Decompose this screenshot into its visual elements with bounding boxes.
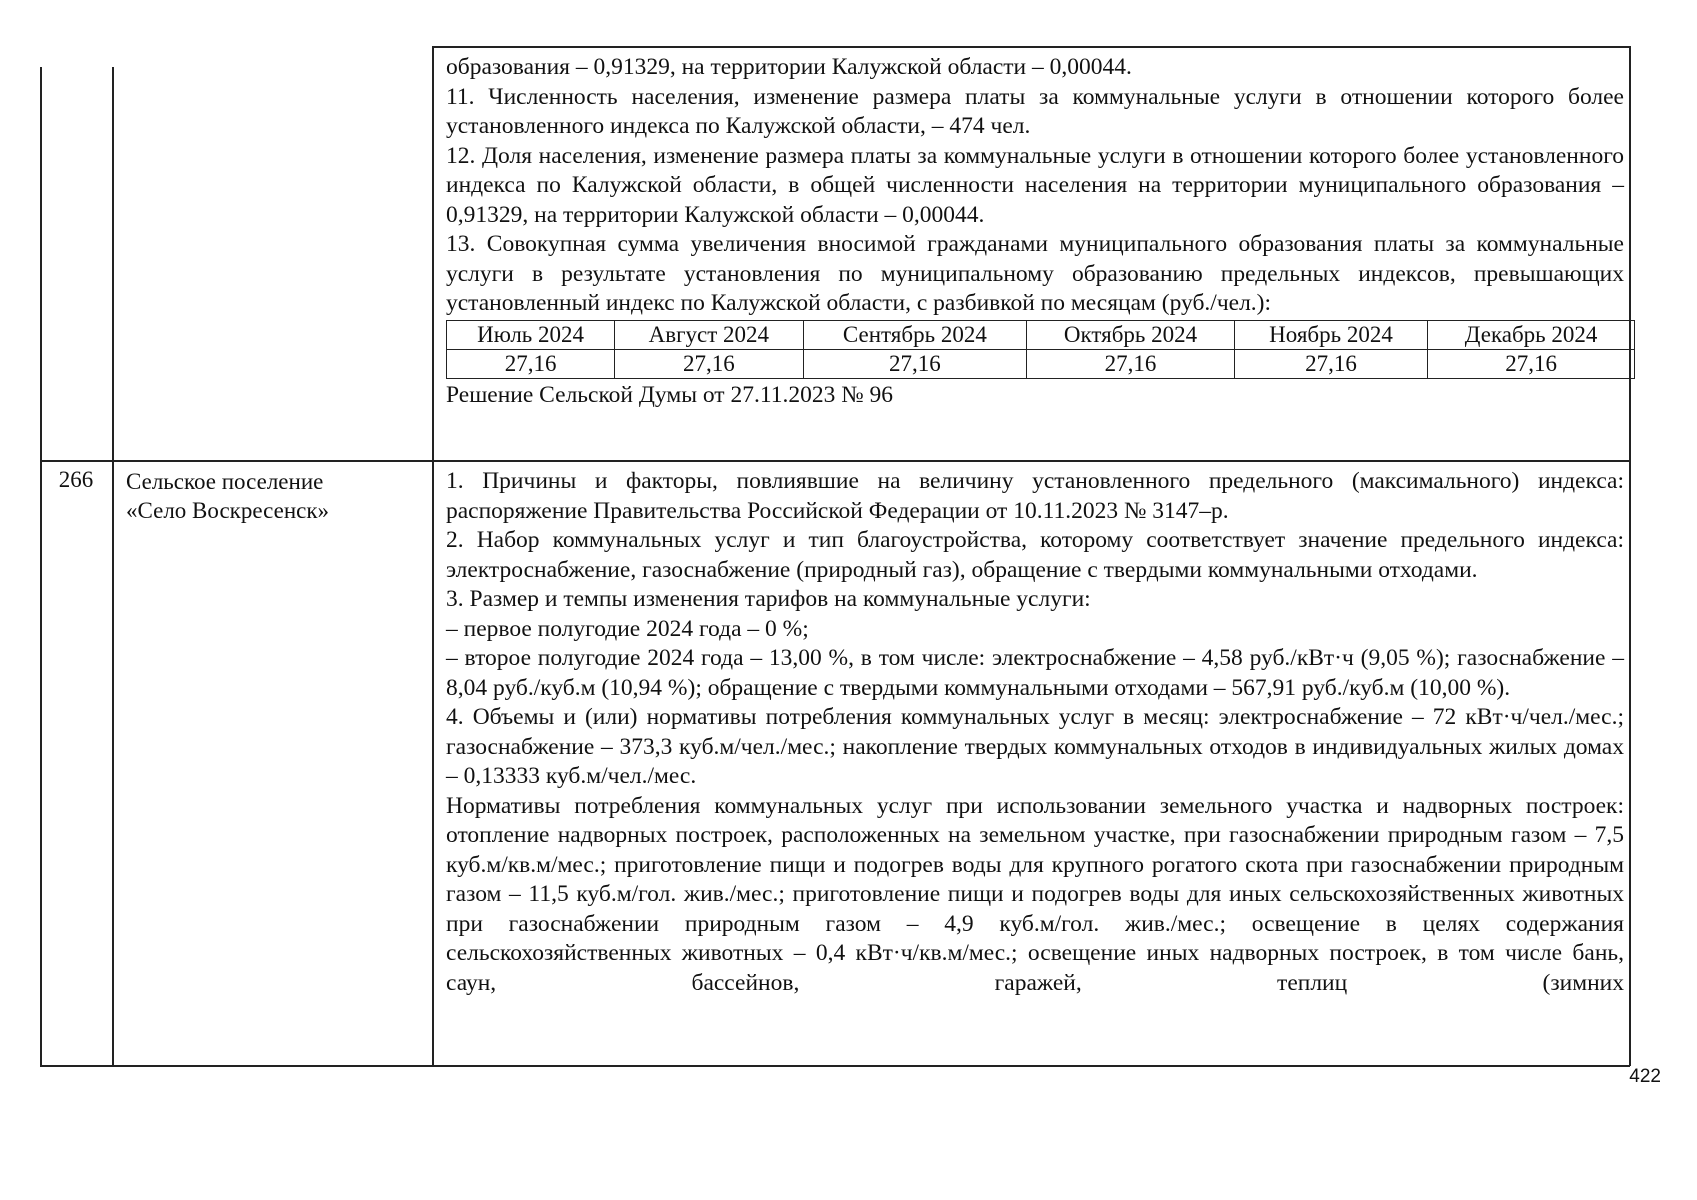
table-left-border (40, 67, 42, 1066)
month-header: Декабрь 2024 (1428, 320, 1635, 349)
table-bottom-border (40, 1065, 1630, 1067)
month-header: Ноябрь 2024 (1234, 320, 1427, 349)
row-266-text-cell (432, 467, 1630, 998)
month-header: Июль 2024 (447, 320, 615, 349)
page-number: 422 (1629, 1066, 1661, 1087)
decision-reference: Решение Сельской Думы от 27.11.2023 № 96 (446, 381, 894, 408)
row-number: 266 (58, 467, 94, 492)
month-value: 27,16 (803, 349, 1027, 378)
prev-row-text-cell (432, 53, 1630, 410)
prev-paragraph-1: образования – 0,91329, на территории Калужской области – 0,00044. (446, 54, 1132, 80)
row-divider (40, 460, 1630, 462)
paragraph-5: – второе полугодие 2024 года – 13,00 %, в том числе: электроснабжение – 4,58 руб./кВт·ч (9,05 %); газоснабжение – 8,04 руб./куб.м (10,94 %); обращение с твердыми коммунальными отходами – 567,91 руб./куб.м (10,00 %). (446, 645, 1624, 701)
months-header-row (447, 320, 1635, 349)
month-value: 27,16 (447, 349, 615, 378)
paragraph-3: 3. Размер и темпы изменения тарифов на коммунальные услуги: (446, 586, 1091, 612)
month-header: Сентябрь 2024 (803, 320, 1027, 349)
month-value: 27,16 (1234, 349, 1427, 378)
months-value-row (447, 349, 1635, 378)
table-top-border (432, 46, 1630, 48)
settlement-name (112, 467, 432, 525)
monthly-increase-table (446, 320, 1635, 379)
paragraph-7: Нормативы потребления коммунальных услуг при использовании земельного участка и надворных построек: отопление надворных построек, расположенных на земельном участке, при газоснабжении природным газом – 7,5 куб.м/кв.м/мес.; приготовление пищи и подогрев воды для крупного рогатого скота при газоснабжении природным газом – 11,5 куб.м/гол. жив./мес.; приготовление пищи и подогрев воды для иных сельскохозяйственных животных при газоснабжении природным газом – 4,9 куб.м/гол. жив./мес.; освещение в целях содержания сельскохозяйственных животных – 0,4 кВт·ч/кв.м/мес.; освещение иных надворных построек, в том числе бань, саун, бассейнов, гаражей, теплиц (зимних (446, 792, 1624, 996)
month-value: 27,16 (615, 349, 803, 378)
month-header: Октябрь 2024 (1027, 320, 1235, 349)
paragraph-1: 1. Причины и факторы, повлиявшие на величину установленного предельного (максимального) индекса: распоряжение Правительства Российской Федерации от 10.11.2023 № 3147–р. (446, 468, 1624, 524)
column-divider-number (112, 67, 114, 1066)
settlement-name-line-2: «Село Воскресенск» (126, 498, 330, 523)
paragraph-2: 2. Набор коммунальных услуг и тип благоустройства, которому соответствует значение предельного индекса: электроснабжение, газоснабжение (природный газ), обращение с твердыми коммунальными отходами. (446, 527, 1624, 583)
settlement-name-line-1: Сельское поселение (126, 469, 324, 494)
month-header: Август 2024 (615, 320, 803, 349)
paragraph-6: 4. Объемы и (или) нормативы потребления коммунальных услуг в месяц: электроснабжение – 72 кВт·ч/чел./мес.; газоснабжение – 373,3 куб.м/чел./мес.; накопление твердых коммунальных отходов в индивидуальных жилых домах – 0,13333 куб.м/чел./мес. (446, 704, 1624, 789)
prev-paragraph-3: 12. Доля населения, изменение размера платы за коммунальные услуги в отношении которого более установленного индекса по Калужской области, в общей численности населения на территории муниципального образования – 0,91329, на территории Калужской области – 0,00044. (446, 142, 1624, 228)
prev-paragraph-2: 11. Численность населения, изменение размера платы за коммунальные услуги в отношении которого более установленного индекса по Калужской области, – 474 чел. (446, 83, 1624, 139)
month-value: 27,16 (1027, 349, 1235, 378)
month-value: 27,16 (1428, 349, 1635, 378)
prev-paragraph-4: 13. Совокупная сумма увеличения вносимой гражданами муниципального образования платы за коммунальные услуги в результате установления по муниципальному образованию предельных индексов, превышающих установленный индекс по Калужской области, с разбивкой по месяцам (руб./чел.): (446, 231, 1624, 316)
paragraph-4: – первое полугодие 2024 года – 0 %; (446, 615, 809, 642)
